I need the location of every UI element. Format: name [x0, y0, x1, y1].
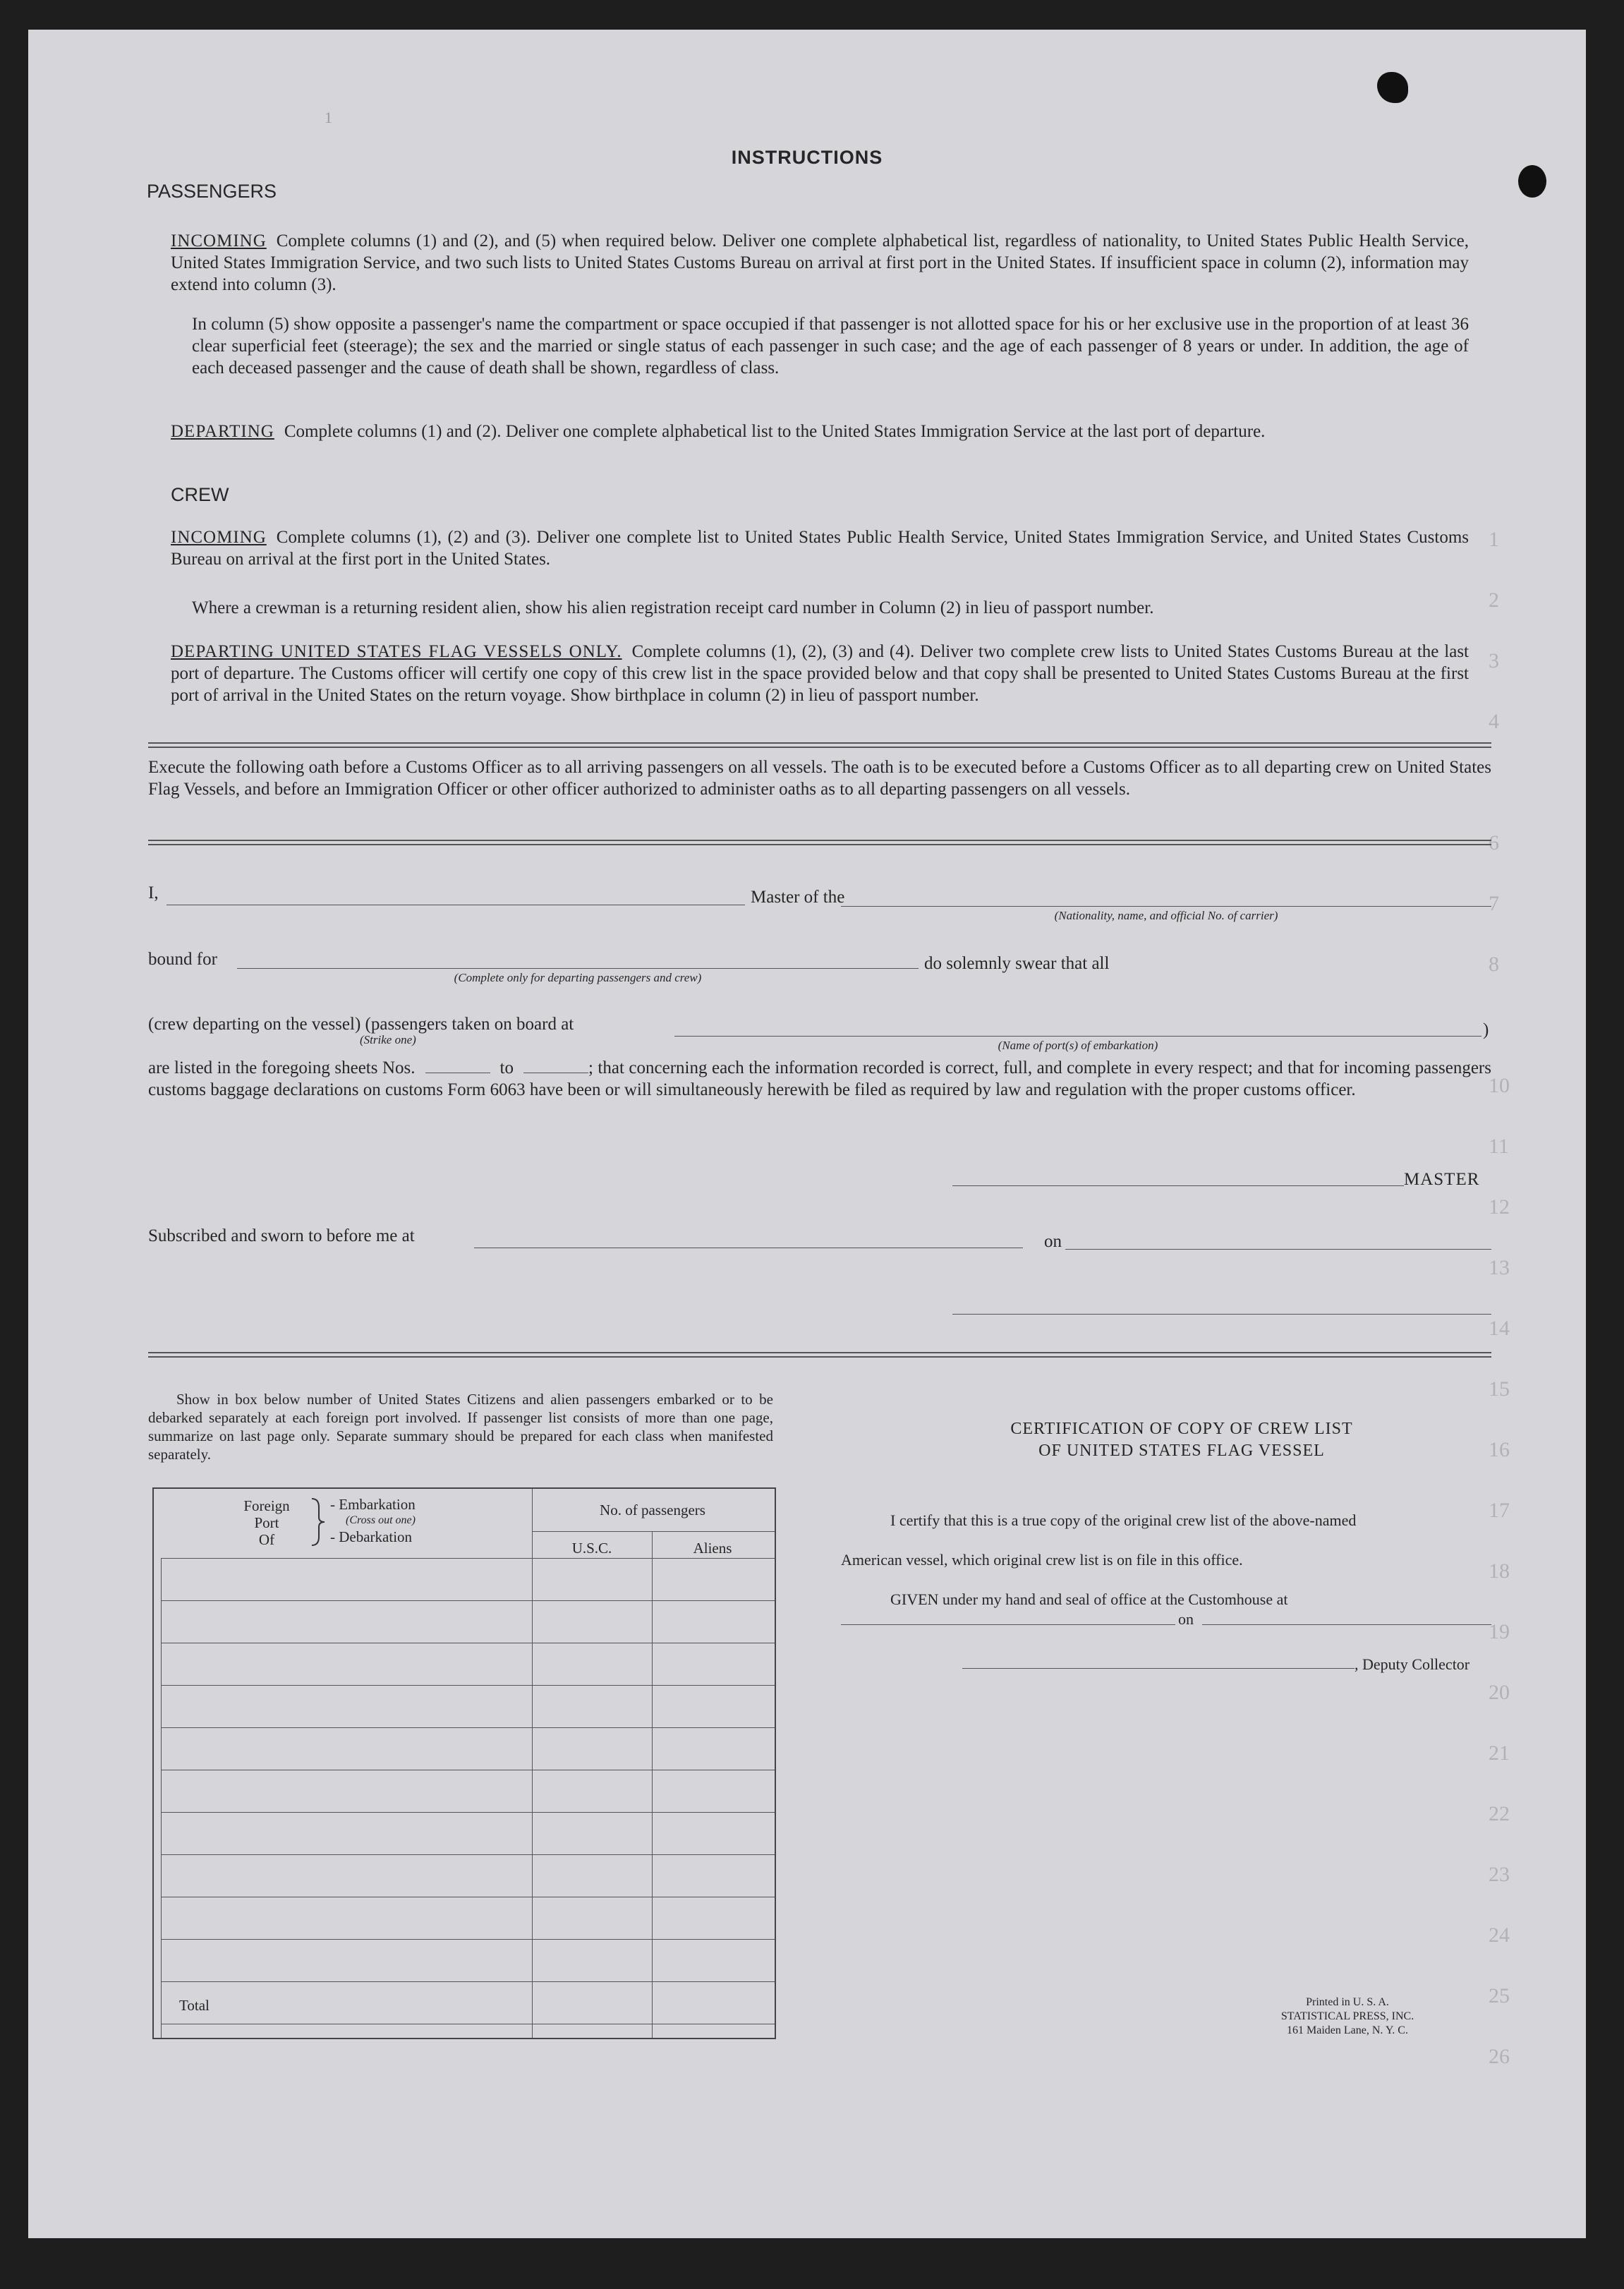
port-label-of: Of — [258, 1531, 275, 1548]
crew-incoming-text: Complete columns (1), (2) and (3). Deliver one complete list to United States Public Health Service, United States Immigration Service, and United States Customs Bureau on arrival at the first port in the United States. — [171, 528, 1469, 569]
embarkation-ports-line[interactable] — [674, 1036, 1481, 1037]
summary-note — [148, 1390, 773, 1463]
punch-hole-mark — [1518, 165, 1546, 198]
deputy-collector-label — [1355, 1655, 1470, 1674]
divider-double-mid-b — [148, 844, 1491, 845]
crew-incoming-paragraph — [171, 526, 1469, 570]
customhouse-place-line[interactable] — [841, 1624, 1175, 1625]
subscribed-label: Subscribed and sworn to before me at — [148, 1226, 415, 1245]
oath-i-label: I, — [148, 883, 159, 902]
crew-departing-paragraph — [171, 641, 1469, 706]
passengers-incoming-paragraph — [171, 230, 1469, 296]
certification-title-line1: CERTIFICATION OF COPY OF CREW LIST — [1010, 1420, 1353, 1438]
passengers-departing-text: Complete columns (1) and (2). Deliver one complete alphabetical list to the United States Immigration Service at the last port of departure. — [284, 422, 1266, 441]
port-label — [224, 1497, 309, 1548]
divider-double-mid-a — [148, 840, 1491, 841]
bound-for-line[interactable] — [237, 968, 919, 969]
stray-mark: 1 — [325, 109, 332, 126]
subscribed-on-label: on — [1044, 1232, 1062, 1251]
table-row — [161, 1981, 775, 1982]
close-paren: ) — [1483, 1020, 1489, 1039]
no-passengers-header: No. of passengers — [600, 1502, 705, 1518]
divider-double-top-b — [148, 747, 1491, 748]
crew-incoming-lead: INCOMING — [171, 528, 267, 547]
certify-line2: American vessel, which original crew list is on file in this office. — [841, 1551, 1243, 1569]
divider-double-top-a — [148, 742, 1491, 744]
usc-header: U.S.C. — [571, 1540, 612, 1557]
ink-blot-mark — [1377, 72, 1408, 103]
table-row — [161, 1727, 775, 1728]
printer-imprint — [1235, 1995, 1460, 2038]
oath-intro-paragraph — [148, 756, 1491, 800]
strike-caption: (Strike one) — [360, 1033, 416, 1046]
total-label: Total — [179, 1997, 210, 2014]
ports-caption: (Name of port(s) of embarkation) — [998, 1039, 1158, 1052]
table-row — [161, 1558, 775, 1559]
crew-resident-text: Where a crewman is a returning resident alien, show his alien registration receipt card number in Column (2) in lieu of passport number. — [192, 598, 1154, 617]
summary-note-text: Show in box below number of United States Citizens and alien passengers embarked or to be debarked separately at each foreign port involved. If passenger list consists of more than one page, summarize on last page only. Separate summary should be prepared for each class when manifested separately. — [148, 1391, 773, 1463]
oath-intro-text: Execute the following oath before a Customs Officer as to all arriving passengers on all vessels. The oath is to be executed before a Customs Officer as to all departing crew on United States Flag Vessels, and before an Immigration Officer or other officer authorized to administer oaths as to all departing passengers on all vessels. — [148, 758, 1491, 799]
deputy-comma: , — [1355, 1655, 1362, 1673]
crew-resident-paragraph — [192, 597, 1469, 619]
table-row — [161, 1939, 775, 1940]
deputy-collector-text: Deputy Collector — [1362, 1655, 1470, 1673]
divider-double-bottom-a — [148, 1352, 1491, 1353]
embarkation-label: - Embarkation — [330, 1496, 416, 1513]
aliens-header: Aliens — [693, 1540, 732, 1557]
divider-double-bottom-b — [148, 1356, 1491, 1358]
bound-for-caption: (Complete only for departing passengers and crew) — [454, 971, 702, 984]
table-row — [161, 1600, 775, 1601]
passengers-incoming-lead: INCOMING — [171, 231, 267, 250]
brace-icon — [310, 1497, 326, 1547]
port-label-port: Port — [254, 1514, 279, 1531]
master-of-the-label: Master of the — [751, 888, 845, 907]
deputy-signature-line[interactable] — [962, 1668, 1355, 1669]
table-row — [161, 1812, 775, 1813]
bound-for-label: bound for — [148, 950, 217, 969]
listed-to: to — [499, 1058, 514, 1077]
passengers-column5-paragraph — [192, 313, 1469, 379]
imprint-line1: Printed in U. S. A. — [1306, 1996, 1389, 2008]
certification-title — [924, 1418, 1439, 1462]
master-label: MASTER — [1404, 1170, 1480, 1189]
passengers-departing-lead: DEPARTING — [171, 422, 274, 441]
listed-paragraph — [148, 1057, 1491, 1101]
passengers-departing-paragraph — [171, 421, 1469, 442]
listed-text-b: ; that concerning each the information recorded is correct, full, and complete in every respect; and that for incoming passengers customs baggage declarations on customs Form 6063 have been or will simultaneously herewith be filed as required by law and regulation with the proper customs officer. — [148, 1058, 1491, 1099]
instructions-title: INSTRUCTIONS — [731, 147, 883, 168]
carrier-caption: (Nationality, name, and official No. of carrier) — [1054, 909, 1278, 922]
bleed-through-marks: 1 2 3 4 6 7 8 10 11 12 13 14 15 16 17 18 19 20 21 22 23 24 25 26 — [1489, 528, 1510, 2068]
form-sheet — [28, 30, 1586, 2238]
passengers-heading: PASSENGERS — [147, 181, 277, 202]
debarkation-label: - Debarkation — [330, 1528, 413, 1545]
certification-date-line[interactable] — [1202, 1624, 1491, 1625]
imprint-line3: 161 Maiden Lane, N. Y. C. — [1287, 2024, 1408, 2036]
crew-departing-text: Complete columns (1), (2), (3) and (4). Deliver two complete crew lists to United States Customs Bureau at the last port of departure. The Customs officer will certify one copy of this crew list in the space provided below and that copy shall be presented to United States Customs Bureau at the first port of arrival in the United States on the return voyage. Show birthplace in column (2) in lieu of passport number. — [171, 642, 1469, 705]
master-signature-line[interactable] — [952, 1185, 1404, 1186]
given-line: GIVEN under my hand and seal of office at the Customhouse at — [890, 1590, 1288, 1608]
officer-signature-line[interactable] — [952, 1314, 1491, 1315]
crew-departing-lead: DEPARTING UNITED STATES FLAG VESSELS ONLY. — [171, 642, 622, 661]
table-divider-port — [532, 1489, 533, 2038]
table-subheader-rule — [532, 1531, 775, 1532]
certification-on-label: on — [1178, 1610, 1194, 1628]
carrier-line[interactable] — [841, 906, 1491, 907]
port-label-foreign: Foreign — [243, 1497, 290, 1514]
certification-title-line2: OF UNITED STATES FLAG VESSEL — [1038, 1442, 1325, 1460]
table-divider-usc — [652, 1531, 653, 2038]
passenger-summary-table — [152, 1487, 776, 2039]
passengers-column5-text: In column (5) show opposite a passenger's name the compartment or space occupied if that passenger is not allotted space for his or her exclusive use in the proportion of at least 36 clear superficial feet (steerage); the sex and the married or single status of each passenger in such case; and the age of each passenger of 8 years or under. In addition, the age of each deceased passenger and the cause of death shall be shown, regardless of class. — [192, 315, 1469, 378]
listed-text-a: are listed in the foregoing sheets Nos. — [148, 1058, 416, 1077]
subscribed-date-line[interactable] — [1065, 1249, 1491, 1250]
passengers-incoming-text: Complete columns (1) and (2), and (5) when required below. Deliver one complete alphabetical list, regardless of nationality, to United States Public Health Service, United States Immigration Service, and two such lists to United States Customs Bureau on arrival at first port in the United States. If insufficient space in column (2), information may extend into column (3). — [171, 231, 1469, 294]
swear-label: do solemnly swear that all — [924, 954, 1110, 973]
table-inner-left-rule — [161, 1558, 162, 2038]
crew-heading: CREW — [171, 484, 229, 505]
table-row — [161, 1854, 775, 1855]
table-row — [161, 1685, 775, 1686]
strike-choice-label: (crew departing on the vessel) (passengers taken on board at — [148, 1015, 574, 1034]
cross-out-caption: (Cross out one) — [346, 1514, 416, 1526]
imprint-line2: STATISTICAL PRESS, INC. — [1280, 2010, 1414, 2022]
certify-line1: I certify that this is a true copy of the original crew list of the above-named — [890, 1511, 1357, 1529]
